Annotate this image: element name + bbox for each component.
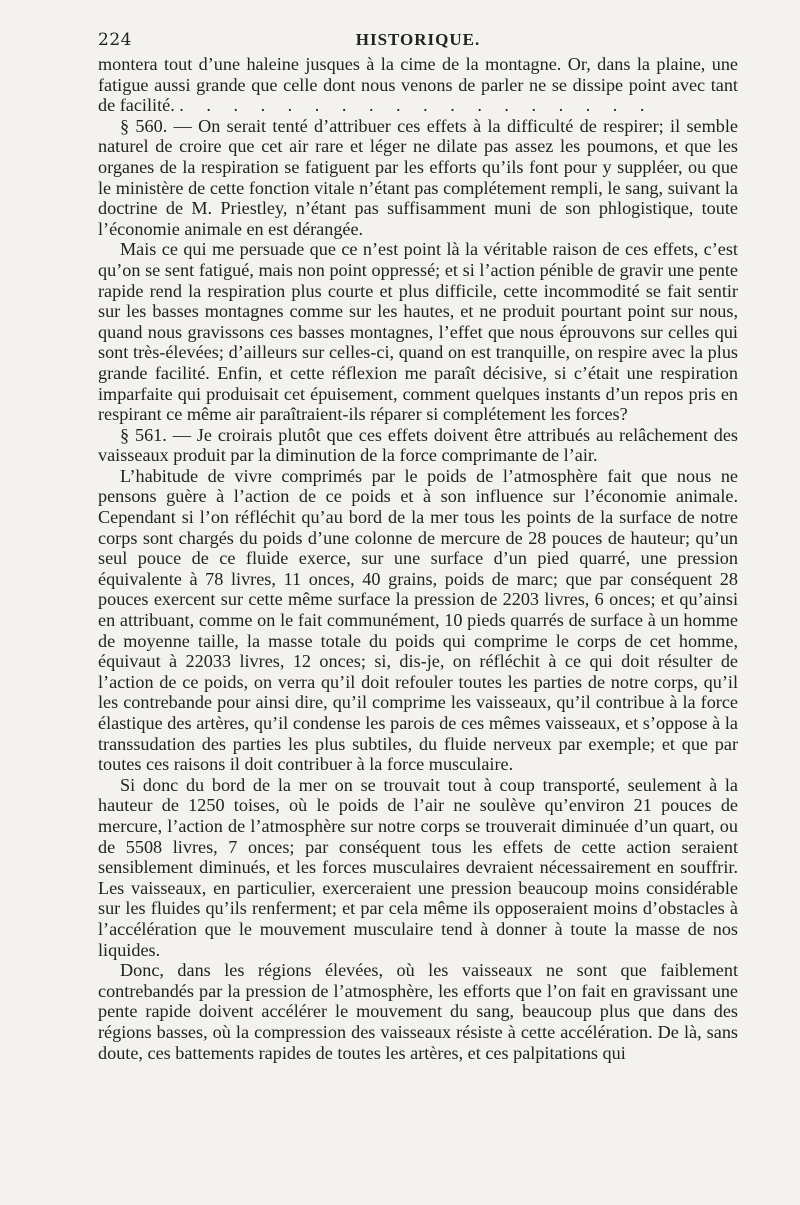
body-text: [98, 54, 738, 1063]
paragraph-section-561: § 561. — Je croirais plutôt que ces effets doivent être attribués au relâchement des vaisseaux produit par la diminution de la force comprimante de l’air.: [98, 424, 738, 466]
running-head: [98, 24, 738, 54]
paragraph-text: montera tout d’une haleine jusques à la cime de la montagne. Or, dans la plaine, une fatigue aussi grande que celle dont nous venons de parler ne se dissipe point avec tant de facilité.: [98, 54, 738, 116]
paragraph: Si donc du bord de la mer on se trouvait tout à coup transporté, seulement à la hauteur de 1250 toises, où le poids de l’air ne soulève qu’environ 21 pouces de mercure, l’action de l’atmosphère sur notre corps se trouverait diminuée d’un quart, ou de 5508 livres, 7 onces; par conséquent tous les effets de cette action seraient sensiblement diminués, et les forces musculaires devraient nécessairement en souffrir. Les vaisseaux, en particulier, exerceraient une pression beaucoup moins considérable sur les fluides qu’ils renferment; et par cela même ils opposeraient moins d’obstacles à l’accélération que le mouvement musculaire tend à donner à toute la masse de nos liquides.: [98, 774, 738, 960]
paragraph: [98, 54, 738, 116]
page-number: 224: [98, 30, 132, 50]
paragraph: L’habitude de vivre comprimés par le poids de l’atmosphère fait que nous ne pensons guère à l’action de ce poids et à son influence sur l’économie animale. Cependant si l’on réfléchit qu’au bord de la mer tous les points de la surface de notre corps sont chargés du poids d’une colonne de mercure de 28 pouces de hauteur; qu’un seul pouce de ce fluide exerce, sur une surface d’un pied quarré, une pression équivalente à 78 livres, 11 onces, 40 grains, poids de marc; que par conséquent 28 pouces exercent sur cette même surface la pression de 2203 livres, 6 onces; et qu’ainsi en attribuant, comme on le fait communément, 10 pieds quarrés de surface à un homme de moyenne taille, la masse totale du poids qui comprime le corps de cet homme, équivaut à 22033 livres, 12 onces; si, dis-je, on réfléchit à ce qui doit résulter de l’action de ce poids, on verra qu’il doit refouler toutes les parties de notre corps, qu’il les contrebande pour ainsi dire, qu’il comprime les vaisseaux, qu’il contribue à la force élastique des artères, qu’il condense les parois de ces mêmes vaisseaux, et s’oppose à la transsudation des parties les plus subtiles, du fluide nerveux par exemple; et que par toutes ces raisons il doit contribuer à la force musculaire.: [98, 465, 738, 775]
dot-leader: . . . . . . . . . . . . . . . . . .: [179, 95, 654, 116]
paragraph-section-560: § 560. — On serait tenté d’attribuer ces effets à la difficulté de respirer; il semble naturel de croire que cet air rare et léger ne dilate pas assez les poumons, et que les organes de la respiration se fatiguent par les efforts qu’ils font pour y suppléer, ou que le ministère de cette fonction vitale n’étant pas complétement rempli, le sang, suivant la doctrine de M. Priestley, n’étant pas suffisamment muni de son phlogistique, toute l’économie animale en est dérangée.: [98, 115, 738, 239]
paragraph: Mais ce qui me persuade que ce n’est point là la véritable raison de ces effets, c’est qu’on se sent fatigué, mais non point oppressé; et si l’action pénible de gravir une pente rapide rend la respiration plus courte et plus difficile, cette incommodité se fait sentir sur les basses montagnes comme sur les hautes, et ne produit pourtant point sur nous, quand nous gravissons ces basses montagnes, l’effet que nous éprouvons sur celles qui sont très-élevées; d’ailleurs sur celles-ci, quand on est tranquille, on respire avec la plus grande facilité. Enfin, et cette réflexion me paraît décisive, si c’était une respiration imparfaite qui produisait cet épuisement, comment quelques instants d’un repos pris en respirant ce même air paraîtraient-ils réparer si complétement les forces?: [98, 239, 738, 425]
running-title: HISTORIQUE.: [355, 30, 481, 49]
paragraph: Donc, dans les régions élevées, où les vaisseaux ne sont que faiblement contrebandés par la pression de l’atmosphère, les efforts que l’on fait en gravissant une pente rapide doivent accélérer le mouvement du sang, beaucoup plus que dans des régions basses, où la compression des vaisseaux résiste à cette accélération. De là, sans doute, ces battements rapides de toutes les artères, et ces palpitations qui: [98, 960, 738, 1063]
